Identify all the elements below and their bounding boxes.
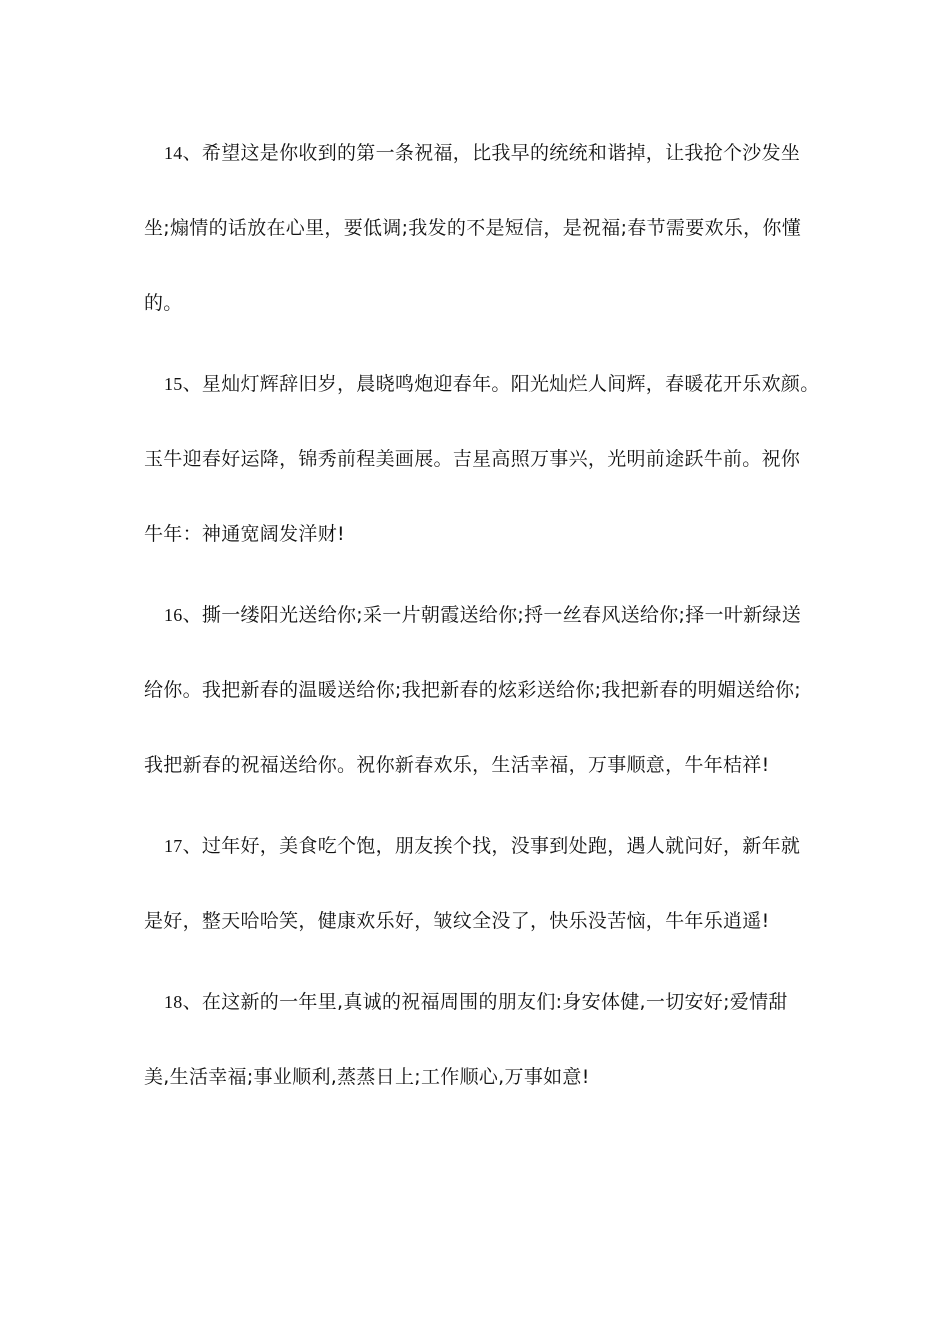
paragraph-number: 16 bbox=[164, 605, 183, 625]
paragraph-line bbox=[144, 979, 814, 1054]
paragraph-line bbox=[144, 361, 820, 436]
paragraph-line: 是好，整天哈哈笑，健康欢乐好，皱纹全没了，快乐没苦恼，牛年乐逍遥! bbox=[144, 910, 770, 932]
paragraph-line bbox=[144, 592, 814, 667]
paragraph-line: 给你。我把新春的温暖送给你;我把新春的炫彩送给你;我把新春的明媚送给你; bbox=[144, 679, 802, 701]
paragraph-15 bbox=[144, 361, 820, 586]
paragraph-14 bbox=[144, 130, 814, 355]
paragraph-number: 18 bbox=[164, 992, 183, 1012]
document-body bbox=[144, 130, 820, 1135]
line-text: 、撕一缕阳光送给你;采一片朝霞送给你;捋一丝春风送给你;择一叶新绿送 bbox=[182, 604, 802, 626]
paragraph-line: 玉牛迎春好运降，锦秀前程美画展。吉星高照万事兴，光明前途跃牛前。祝你 bbox=[144, 448, 801, 470]
line-text: 、过年好，美食吃个饱，朋友挨个找，没事到处跑，遇人就问好，新年就 bbox=[182, 835, 801, 857]
paragraph-line: 美,生活幸福;事业顺利,蒸蒸日上;工作顺心,万事如意! bbox=[144, 1066, 590, 1088]
paragraph-17 bbox=[144, 823, 814, 973]
line-text: 、希望这是你收到的第一条祝福，比我早的统统和谐掉，让我抢个沙发坐 bbox=[182, 142, 801, 164]
paragraph-16 bbox=[144, 592, 814, 817]
paragraph-number: 17 bbox=[164, 836, 183, 856]
paragraph-number: 14 bbox=[164, 143, 183, 163]
paragraph-18 bbox=[144, 979, 814, 1129]
paragraph-line bbox=[144, 823, 814, 898]
line-text: 、在这新的一年里,真诚的祝福周围的朋友们:身安体健,一切安好;爱情甜 bbox=[182, 991, 788, 1013]
paragraph-line: 坐;煽情的话放在心里，要低调;我发的不是短信，是祝福;春节需要欢乐，你懂 bbox=[144, 217, 802, 239]
paragraph-line bbox=[144, 130, 814, 205]
paragraph-line: 的。 bbox=[144, 292, 183, 314]
line-text: 、星灿灯辉辞旧岁，晨晓鸣炮迎春年。阳光灿烂人间辉，春暖花开乐欢颜。 bbox=[182, 373, 820, 395]
paragraph-number: 15 bbox=[164, 374, 183, 394]
paragraph-line: 牛年：神通宽阔发洋财! bbox=[144, 523, 345, 545]
paragraph-line: 我把新春的祝福送给你。祝你新春欢乐，生活幸福，万事顺意，牛年桔祥! bbox=[144, 754, 770, 776]
